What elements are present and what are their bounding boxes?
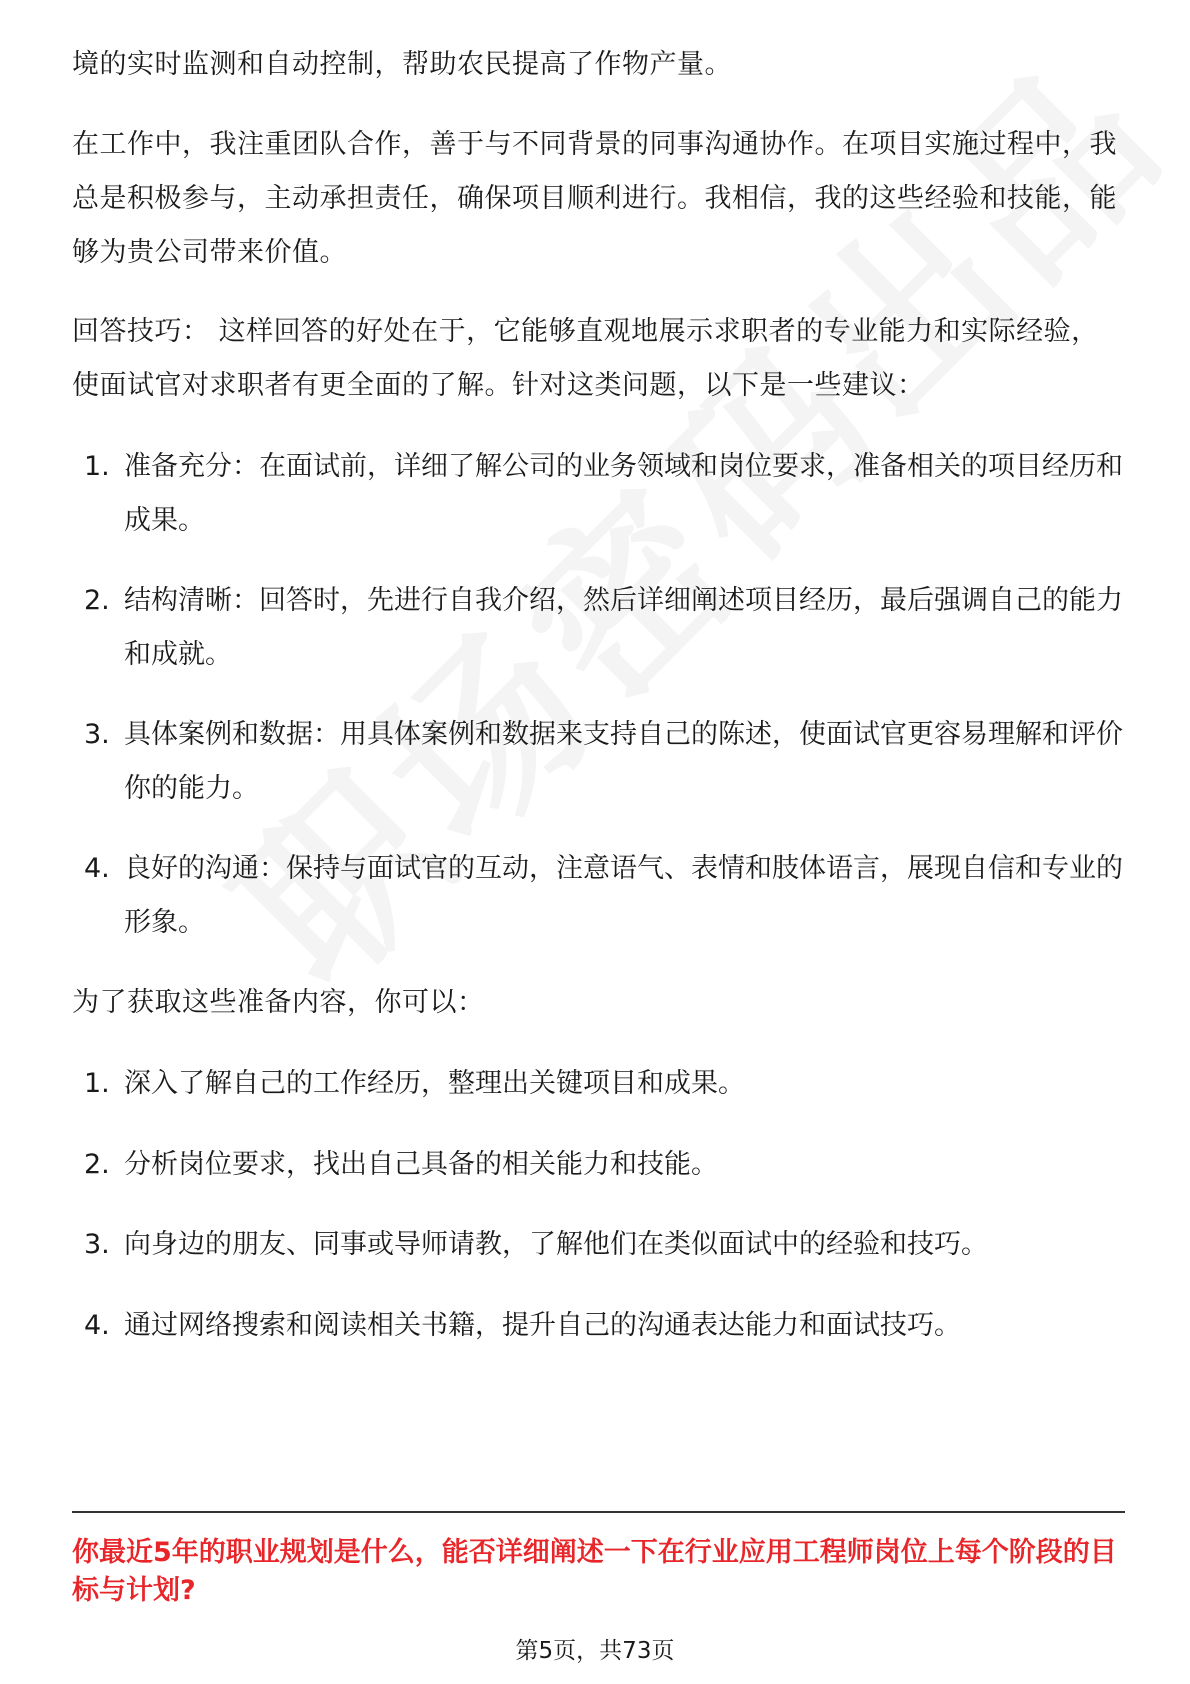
list-item bbox=[84, 1299, 1124, 1353]
list-text: 具体案例和数据：用具体案例和数据来支持自己的陈述，使面试官更容易理解和评价你的能力。 bbox=[124, 719, 1123, 804]
list-number: 1. bbox=[84, 1068, 110, 1099]
next-question-heading: 你最近5年的职业规划是什么，能否详细阐述一下在行业应用工程师岗位上每个阶段的目标与计划? bbox=[72, 1537, 1117, 1606]
section-divider bbox=[72, 1511, 1125, 1513]
paragraph-answer-tips: 回答技巧： 这样回答的好处在于，它能够直观地展示求职者的专业能力和实际经验，使面试官对求职者有更全面的了解。针对这类问题，以下是一些建议： bbox=[72, 316, 1099, 401]
list-text: 分析岗位要求，找出自己具备的相关能力和技能。 bbox=[124, 1149, 718, 1180]
list-number: 2. bbox=[84, 585, 110, 616]
paragraph-preparation-intro: 为了获取这些准备内容，你可以： bbox=[72, 987, 485, 1018]
list-item bbox=[84, 1218, 1124, 1272]
list-text: 结构清晰：回答时，先进行自我介绍，然后详细阐述项目经历，最后强调自己的能力和成就。 bbox=[124, 585, 1123, 670]
list-number: 1. bbox=[84, 451, 110, 482]
paragraph-continuation: 境的实时监测和自动控制，帮助农民提高了作物产量。 bbox=[72, 49, 732, 80]
list-text: 准备充分：在面试前，详细了解公司的业务领域和岗位要求，准备相关的项目经历和成果。 bbox=[124, 451, 1123, 536]
list-item bbox=[84, 574, 1124, 682]
list-number: 3. bbox=[84, 1229, 110, 1260]
list-number: 3. bbox=[84, 719, 110, 750]
list-text: 深入了解自己的工作经历，整理出关键项目和成果。 bbox=[124, 1068, 745, 1099]
list-item bbox=[84, 440, 1124, 548]
list-number: 4. bbox=[84, 1310, 110, 1341]
page-footer: 第5页，共73页 bbox=[515, 1638, 675, 1664]
paragraph-teamwork: 在工作中，我注重团队合作，善于与不同背景的同事沟通协作。在项目实施过程中，我总是积极参与，主动承担责任，确保项目顺利进行。我相信，我的这些经验和技能，能够为贵公司带来价值。 bbox=[72, 129, 1117, 268]
list-number: 2. bbox=[84, 1149, 110, 1180]
list-text: 向身边的朋友、同事或导师请教，了解他们在类似面试中的经验和技巧。 bbox=[124, 1229, 988, 1260]
list-item bbox=[84, 708, 1124, 816]
list-text: 通过网络搜索和阅读相关书籍，提升自己的沟通表达能力和面试技巧。 bbox=[124, 1310, 961, 1341]
list-item bbox=[84, 842, 1124, 950]
list-number: 4. bbox=[84, 853, 110, 884]
list-item bbox=[84, 1057, 1124, 1111]
list-item bbox=[84, 1138, 1124, 1192]
list-text: 良好的沟通：保持与面试官的互动，注意语气、表情和肢体语言，展现自信和专业的形象。 bbox=[124, 853, 1123, 938]
